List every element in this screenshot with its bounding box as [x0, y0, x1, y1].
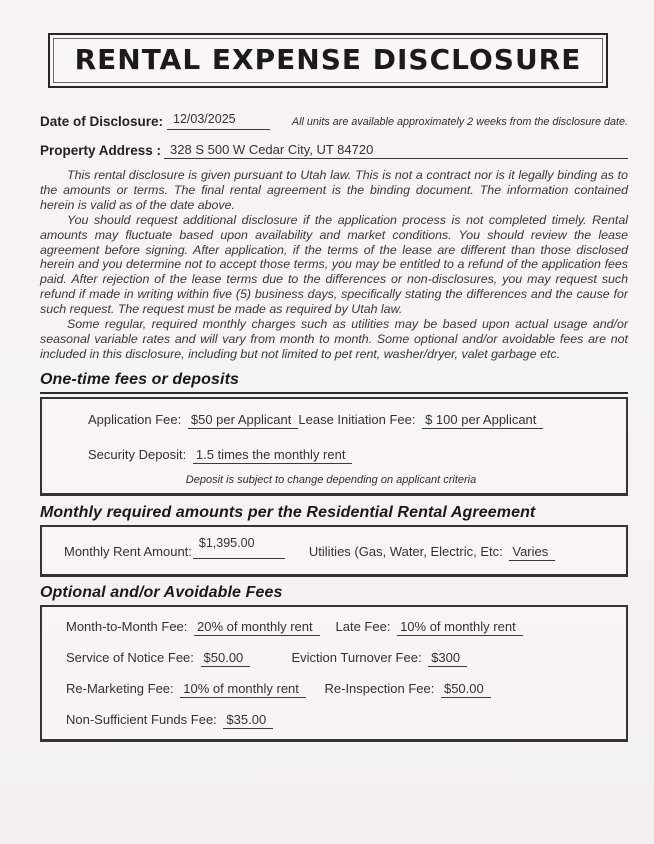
- date-of-disclosure-row: [40, 114, 628, 130]
- paragraph-legal-binding: This rental disclosure is given pursuant to Utah law. This is not a contract nor is it legally binding as to the amounts or terms. The final rental agreement is the binding document. The information contained herein is valid as of the date above.: [40, 168, 628, 212]
- one-time-fees-heading: One-time fees or deposits: [40, 370, 628, 394]
- monthly-required-heading: Monthly required amounts per the Residential Rental Agreement: [40, 503, 536, 521]
- re-marketing-fee-value: 10% of monthly rent: [180, 681, 306, 698]
- fee-row: [88, 447, 614, 462]
- utilities-value: Varies: [509, 544, 555, 561]
- lease-initiation-fee-value: $ 100 per Applicant: [422, 412, 543, 429]
- eviction-turnover-fee-item: [292, 650, 468, 665]
- service-of-notice-fee-label: Service of Notice Fee:: [66, 649, 194, 665]
- fee-row: [64, 535, 612, 559]
- paragraph-variable-charges: Some regular, required monthly charges such as utilities may be based upon actual usage and/or seasonal variable rates and will vary from month to month. Some optional and/or avoidable fees are not included in this disclosure, including but not limited to pet rent, washer/dryer, valet garbage etc.: [40, 317, 628, 361]
- application-fee-value: $50 per Applicant: [188, 412, 298, 429]
- re-marketing-fee-label: Re-Marketing Fee:: [66, 680, 174, 696]
- nsf-fee-label: Non-Sufficient Funds Fee:: [66, 711, 217, 727]
- property-address-label: Property Address :: [40, 143, 162, 158]
- monthly-rent-value: $1,395.00: [198, 535, 255, 550]
- optional-fees-box: [40, 605, 628, 742]
- utilities-item: [309, 544, 555, 559]
- re-marketing-fee-item: [66, 681, 325, 696]
- lease-initiation-fee-label: Lease Initiation Fee:: [298, 411, 416, 427]
- application-fee-item: [88, 412, 298, 427]
- one-time-fees-box: [40, 397, 628, 496]
- re-inspection-fee-item: [325, 681, 491, 696]
- address-value: 328 S 500 W Cedar City, UT 84720: [170, 142, 374, 157]
- lease-initiation-fee-item: [298, 412, 543, 427]
- address-underline: [164, 142, 628, 159]
- title-box: [48, 33, 608, 88]
- utilities-label: Utilities (Gas, Water, Electric, Etc:: [308, 543, 503, 559]
- fee-row: [66, 681, 616, 696]
- fee-row: [88, 412, 614, 427]
- monthly-rent-label: Monthly Rent Amount:: [64, 543, 192, 559]
- service-of-notice-fee-value: $50.00: [201, 650, 251, 667]
- monthly-rent-underline: [193, 535, 285, 559]
- page-title: RENTAL EXPENSE DISCLOSURE: [74, 43, 582, 76]
- fee-row: [66, 619, 616, 634]
- deposit-note: Deposit is subject to change depending on applicant criteria: [185, 473, 477, 486]
- disclosure-body: [40, 168, 628, 362]
- security-deposit-item: [88, 447, 352, 462]
- fee-row: [66, 650, 616, 665]
- date-of-disclosure-label: Date of Disclosure:: [40, 114, 164, 129]
- month-to-month-fee-label: Month-to-Month Fee:: [66, 618, 188, 634]
- monthly-rent-item: [64, 535, 285, 559]
- late-fee-value: 10% of monthly rent: [397, 619, 523, 636]
- paragraph-refund-policy: You should request additional disclosure if the application process is not completed timely. Rental amounts may fluctuate based upon availability and market conditions. You should review the lease agreement before signing. After application, if the terms of the lease are different than those disclosed herein and you determine not to accept those terms, you may be entitled to a refund of the application fees paid. After rejection of the lease terms due to the differences or non-disclosures, you may request such refund if made in writing within five (5) business days, specifically stating the differences and the cause for such request. The request must be made as required by Utah law.: [40, 212, 628, 317]
- re-inspection-fee-label: Re-Inspection Fee:: [324, 680, 435, 696]
- month-to-month-fee-item: [66, 619, 336, 634]
- monthly-required-box: [40, 525, 628, 577]
- optional-fees-heading: Optional and/or Avoidable Fees: [40, 583, 283, 601]
- service-of-notice-fee-item: [66, 650, 292, 665]
- application-fee-label: Application Fee:: [88, 411, 182, 427]
- property-address-row: [40, 142, 628, 159]
- eviction-turnover-fee-label: Eviction Turnover Fee:: [291, 649, 422, 665]
- date-value: 12/03/2025: [173, 112, 236, 126]
- fee-row: [66, 712, 616, 727]
- month-to-month-fee-value: 20% of monthly rent: [194, 619, 320, 636]
- late-fee-label: Late Fee:: [335, 618, 391, 634]
- re-inspection-fee-value: $50.00: [441, 681, 491, 698]
- late-fee-item: [336, 619, 523, 634]
- security-deposit-value: 1.5 times the monthly rent: [193, 447, 353, 464]
- availability-note: All units are available approximately 2 weeks from the disclosure date.: [291, 116, 628, 128]
- eviction-turnover-fee-value: $300: [428, 650, 467, 667]
- nsf-fee-value: $35.00: [223, 712, 273, 729]
- nsf-fee-item: [66, 712, 273, 727]
- security-deposit-label: Security Deposit:: [88, 446, 187, 462]
- date-underline: [167, 114, 270, 130]
